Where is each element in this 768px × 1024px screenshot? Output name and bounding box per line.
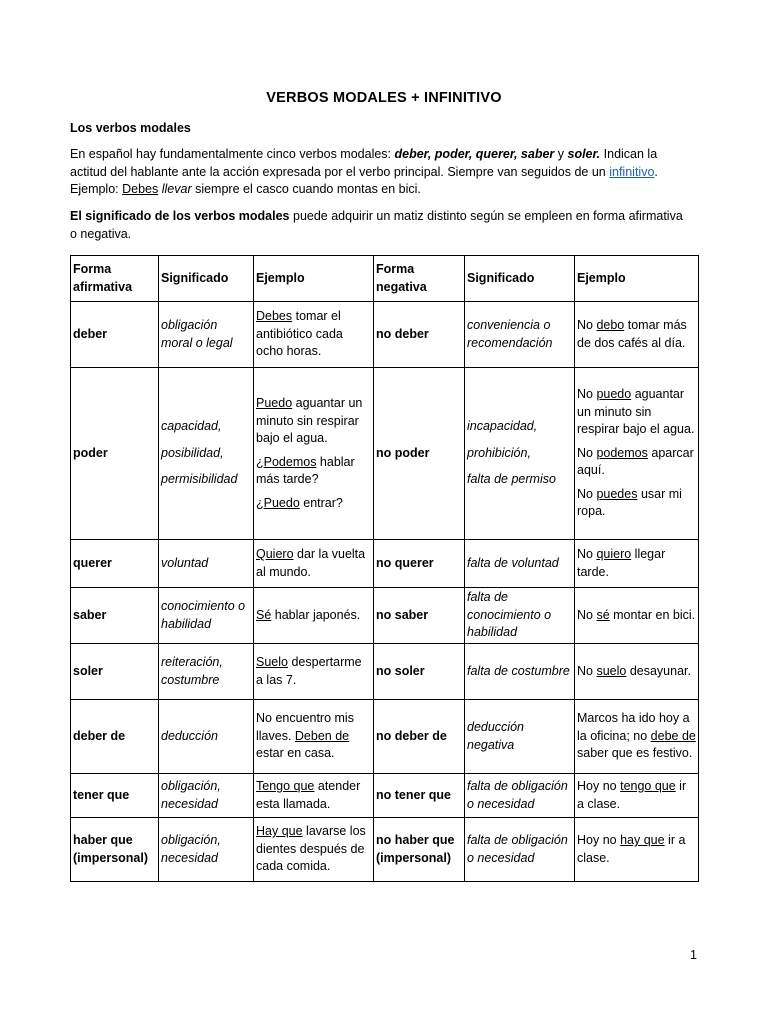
- meaning-text: voluntad: [161, 555, 209, 570]
- example-negative: [575, 644, 699, 700]
- example-text: No: [577, 445, 597, 460]
- meaning-negative: [465, 368, 575, 540]
- meaning-affirmative: [159, 774, 254, 818]
- example-text: atender esta llamada.: [256, 779, 361, 811]
- example-text: ir a clase.: [577, 833, 686, 865]
- meaning-negative: [465, 302, 575, 368]
- example-text: ¿: [256, 454, 264, 469]
- example-text: montar en bici.: [609, 607, 696, 622]
- example-text: saber que es festivo.: [577, 746, 693, 761]
- example-infinitive: llevar: [161, 182, 192, 196]
- example-sentence: [256, 654, 371, 689]
- example-modal-underlined: Sé: [256, 607, 272, 622]
- example-modal-underlined: debo: [596, 318, 625, 332]
- page-number: 1: [690, 948, 697, 962]
- example-modal-underlined: debe de: [650, 728, 696, 743]
- example-affirmative: [254, 540, 374, 588]
- example-sentence: [256, 395, 371, 448]
- intro-text: En español hay fundamentalmente cinco verbos modales:: [70, 147, 395, 161]
- example-sentence: [577, 607, 696, 625]
- example-text: ir a clase.: [577, 779, 687, 811]
- verb-negative: no soler: [374, 644, 465, 700]
- example-affirmative: [254, 302, 374, 368]
- example-sentence: [577, 546, 696, 581]
- example-text: No: [577, 663, 597, 678]
- meaning-text: falta de permiso: [467, 472, 556, 487]
- meaning-text: deducción: [161, 728, 218, 743]
- modal-verbs-list: deber, poder, querer, saber: [394, 147, 555, 161]
- example-sentence: [577, 445, 696, 480]
- example-sentence: [577, 710, 696, 763]
- table-row: [71, 368, 699, 540]
- verb-affirmative: tener que: [71, 774, 159, 818]
- document-title: VERBOS MODALES + INFINITIVO: [266, 90, 502, 106]
- example-text: No: [577, 318, 597, 332]
- table-row: [71, 644, 699, 700]
- example-modal-underlined: suelo: [596, 663, 627, 678]
- meaning-text: obligación moral o legal: [161, 318, 233, 350]
- table-header-row: [71, 256, 699, 302]
- meaning-affirmative: [159, 540, 254, 588]
- modal-verb-soler: soler.: [567, 147, 601, 161]
- example-modal-underlined: Tengo que: [256, 779, 315, 793]
- meaning-bold: El significado de los verbos modales: [70, 209, 290, 223]
- intro-text: .: [654, 164, 658, 179]
- example-modal-underlined: puedo: [596, 387, 632, 402]
- example-modal-underlined: puedes: [596, 486, 638, 501]
- example-sentence: [577, 486, 696, 521]
- meaning-affirmative: [159, 818, 254, 882]
- example-text: usar mi ropa.: [577, 486, 682, 519]
- example-negative: [575, 700, 699, 774]
- header-significado-negativo: Significado: [465, 256, 575, 302]
- intro-text: Indican la: [600, 147, 658, 161]
- example-sentence: [256, 823, 371, 876]
- example-text: llegar tarde.: [577, 547, 666, 579]
- example-text: dar la vuelta al mundo.: [256, 547, 366, 579]
- table-row: [71, 774, 699, 818]
- table-body: [71, 302, 699, 882]
- example-sentence: [577, 317, 696, 352]
- example-text: desayunar.: [626, 663, 691, 678]
- example-text: No: [577, 547, 597, 561]
- intro-line-2: [70, 164, 705, 182]
- example-modal-underlined: Suelo: [256, 655, 288, 669]
- example-text: lavarse los dientes después de cada comida.: [256, 824, 366, 874]
- example-affirmative: [254, 818, 374, 882]
- verb-negative: no deber: [374, 302, 465, 368]
- verb-negative: no poder: [374, 368, 465, 540]
- example-sentence: [256, 495, 371, 513]
- meaning-text: falta de conocimiento o habilidad: [467, 590, 552, 640]
- meaning-text: puede adquirir un matiz distinto según se empleen en forma afirmativa: [289, 209, 683, 223]
- meaning-affirmative: [159, 644, 254, 700]
- intro-line-1: [70, 146, 705, 164]
- example-sentence: [256, 778, 371, 813]
- meaning-text: prohibición,: [467, 445, 531, 460]
- example-text: despertarme a las 7.: [256, 655, 362, 687]
- header-forma-afirmativa: Forma afirmativa: [71, 256, 159, 302]
- example-negative: [575, 540, 699, 588]
- infinitivo-link[interactable]: infinitivo: [609, 164, 655, 179]
- example-text: Hoy no: [577, 833, 621, 847]
- intro-text: Ejemplo:: [70, 182, 123, 196]
- verb-negative: no deber de: [374, 700, 465, 774]
- example-modal-underlined: tengo que: [620, 779, 676, 793]
- verb-affirmative: soler: [71, 644, 159, 700]
- example-sentence: [256, 546, 371, 581]
- example-negative: [575, 302, 699, 368]
- example-text: No: [577, 486, 597, 501]
- example-negative: [575, 588, 699, 644]
- meaning-text: conveniencia o recomendación: [467, 318, 553, 350]
- example-modal-underlined: Hay que: [256, 824, 303, 839]
- meaning-text: posibilidad,: [161, 445, 224, 460]
- verb-affirmative: deber de: [71, 700, 159, 774]
- meaning-affirmative: [159, 700, 254, 774]
- example-sentence: [256, 607, 371, 625]
- example-text: Marcos ha ido hoy a la oficina; no: [577, 711, 690, 743]
- example-sentence: [256, 710, 371, 763]
- header-ejemplo-negativo: Ejemplo: [575, 256, 699, 302]
- table-row: [71, 302, 699, 368]
- meaning-text: deducción negativa: [467, 720, 524, 752]
- example-sentence: [577, 386, 696, 439]
- meaning-negative: [465, 818, 575, 882]
- table-row: [71, 700, 699, 774]
- meaning-text: obligación, necesidad: [161, 779, 221, 811]
- header-forma-negativa: Forma negativa: [374, 256, 465, 302]
- meaning-line-1: [70, 208, 705, 226]
- example-modal-underlined: Quiero: [256, 547, 294, 561]
- verb-negative: no saber: [374, 588, 465, 644]
- intro-text: siempre el casco cuando montas en bici.: [191, 182, 421, 196]
- meaning-text: falta de costumbre: [467, 663, 570, 678]
- table-row: [71, 818, 699, 882]
- meaning-text: falta de obligación o necesidad: [467, 779, 568, 811]
- verb-negative: no querer: [374, 540, 465, 588]
- modal-verbs-table: [70, 255, 699, 882]
- example-text: hablar más tarde?: [256, 454, 355, 486]
- meaning-affirmative: [159, 368, 254, 540]
- meaning-affirmative: [159, 588, 254, 644]
- example-modal-underlined: Puedo: [263, 495, 300, 510]
- example-text: tomar el antibiótico cada ocho horas.: [256, 309, 343, 359]
- example-text: hablar japonés.: [271, 607, 361, 622]
- verb-negative: no tener que: [374, 774, 465, 818]
- intro-paragraph: [70, 146, 705, 199]
- example-text: ¿: [256, 495, 264, 510]
- meaning-negative: [465, 540, 575, 588]
- example-sentence: [577, 832, 696, 867]
- meaning-line-2: o negativa.: [70, 226, 132, 241]
- example-modal-underlined: hay que: [620, 833, 665, 847]
- meaning-text: falta de obligación o necesidad: [467, 833, 568, 865]
- example-modal-underlined: Deben de: [294, 728, 350, 743]
- example-modal-underlined: Debes: [256, 309, 293, 324]
- table-row: [71, 540, 699, 588]
- example-affirmative: [254, 368, 374, 540]
- example-affirmative: [254, 700, 374, 774]
- meaning-text: permisibilidad: [161, 472, 238, 487]
- example-text: No: [577, 387, 597, 402]
- table-row: [71, 588, 699, 644]
- meaning-text: falta de voluntad: [467, 555, 559, 570]
- verb-affirmative: querer: [71, 540, 159, 588]
- example-negative: [575, 818, 699, 882]
- verb-negative: no haber que (impersonal): [374, 818, 465, 882]
- example-negative: [575, 368, 699, 540]
- header-significado: Significado: [159, 256, 254, 302]
- intro-line-3: [70, 181, 705, 199]
- verb-affirmative: deber: [71, 302, 159, 368]
- meaning-paragraph: [70, 208, 705, 243]
- example-text: estar en casa.: [256, 746, 335, 761]
- example-text: aguantar un minuto sin respirar bajo el agua.: [577, 387, 695, 437]
- meaning-text: capacidad,: [161, 419, 222, 434]
- meaning-negative: [465, 588, 575, 644]
- header-ejemplo: Ejemplo: [254, 256, 374, 302]
- example-affirmative: [254, 644, 374, 700]
- example-modal-underlined: podemos: [596, 445, 648, 460]
- example-text: aparcar aquí.: [577, 445, 694, 478]
- example-text: tomar más de dos cafés al día.: [577, 318, 687, 350]
- example-sentence: [577, 663, 696, 681]
- section-heading: Los verbos modales: [70, 121, 191, 135]
- verb-affirmative: poder: [71, 368, 159, 540]
- example-text: No encuentro mis llaves.: [256, 711, 354, 743]
- example-affirmative: [254, 774, 374, 818]
- meaning-text: conocimiento o habilidad: [161, 599, 246, 631]
- example-sentence: [256, 308, 371, 361]
- meaning-text: obligación, necesidad: [161, 833, 221, 865]
- meaning-negative: [465, 700, 575, 774]
- meaning-negative: [465, 774, 575, 818]
- meaning-affirmative: [159, 302, 254, 368]
- example-modal-underlined: quiero: [596, 547, 632, 561]
- example-modal-underlined: Puedo: [256, 396, 293, 410]
- meaning-text: incapacidad,: [467, 419, 538, 434]
- meaning-text: reiteración, costumbre: [161, 655, 223, 687]
- example-text: Hoy no: [577, 779, 621, 793]
- example-modal-underlined: Podemos: [263, 454, 317, 469]
- example-affirmative: [254, 588, 374, 644]
- example-negative: [575, 774, 699, 818]
- example-text: No: [577, 607, 597, 622]
- example-text: aguantar un minuto sin respirar bajo el agua.: [256, 396, 363, 445]
- example-sentence: [256, 454, 371, 489]
- example-text: entrar?: [299, 495, 343, 510]
- example-modal: Debes: [122, 182, 159, 196]
- intro-text: actitud del hablante ante la acción expresada por el verbo principal. Siempre van seguidos de un: [70, 164, 610, 179]
- intro-text: y: [554, 147, 568, 161]
- example-sentence: [577, 778, 696, 813]
- verb-affirmative: saber: [71, 588, 159, 644]
- example-modal-underlined: sé: [596, 607, 610, 622]
- verb-affirmative: haber que (impersonal): [71, 818, 159, 882]
- meaning-negative: [465, 644, 575, 700]
